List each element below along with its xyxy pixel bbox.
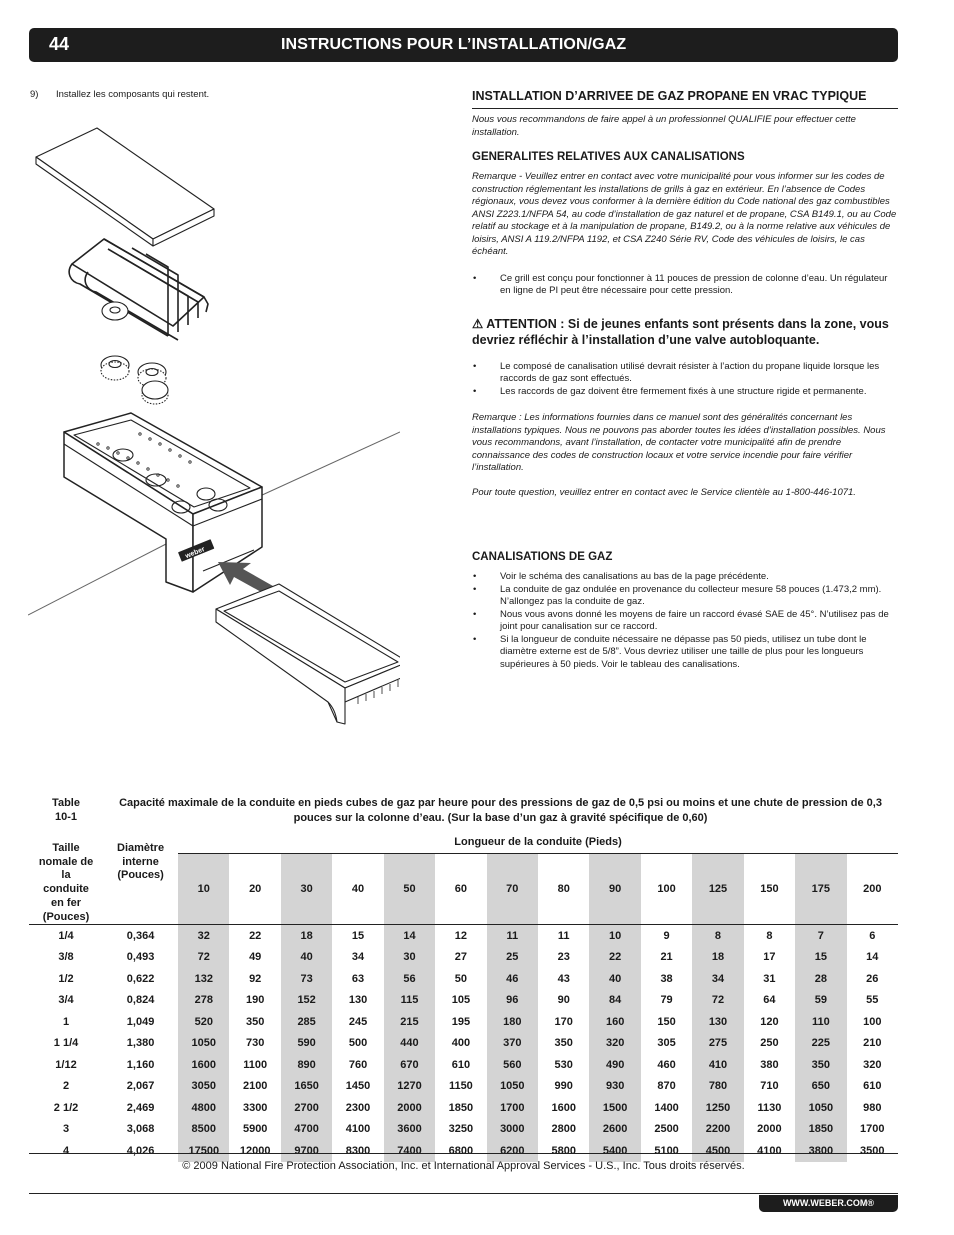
capacity-cell: 3250 (448, 1123, 474, 1136)
size-cell: 2 1/2 (53, 1101, 79, 1114)
capacity-cell: 27 (454, 951, 467, 964)
capacity-cell: 72 (178, 947, 229, 969)
capacity-cell: 1130 (757, 1101, 782, 1114)
diameter-cell: 2,469 (126, 1101, 155, 1114)
table-bottom-rule (29, 1153, 898, 1154)
capacity-cell: 12000 (239, 1144, 271, 1157)
table-row (29, 1076, 898, 1098)
capacity-cell: 190 (246, 994, 265, 1007)
pipe-capacity-table (29, 793, 898, 1162)
capacity-cell: 930 (589, 1076, 640, 1098)
capacity-cell: 17 (763, 951, 776, 964)
size-cell: 1/12 (55, 1058, 77, 1071)
table-label: Table 10-1 (52, 797, 80, 823)
length-header-cell: 70 (487, 854, 538, 925)
size-cell: 2 (62, 1080, 70, 1093)
capacity-cell: 46 (487, 968, 538, 990)
list-item: • Si la longueur de conduite nécessaire ne dépasse pas 50 pieds, utilisez un tube dont le diamètre externe est de 5/8”. Vous devriez utiliser une taille de plus pour les longueurs supérieures à 50 pieds. Voir le tableau des canalisations. (472, 634, 898, 672)
capacity-cell: 4700 (281, 1119, 332, 1141)
capacity-cell: 1850 (795, 1119, 846, 1141)
size-cell: 4 (62, 1144, 70, 1157)
capacity-cell: 350 (795, 1054, 846, 1076)
table-row (29, 1011, 898, 1033)
capacity-cell: 5900 (242, 1123, 268, 1136)
capacity-cell: 1250 (692, 1097, 743, 1119)
capacity-cell: 18 (692, 947, 743, 969)
length-header-cell: 50 (384, 854, 435, 925)
capacity-cell: 4800 (178, 1097, 229, 1119)
capacity-cell: 180 (487, 1011, 538, 1033)
capacity-cell: 370 (487, 1033, 538, 1055)
section-title: INSTALLATION D’ARRIVEE DE GAZ PROPANE EN VRAC TYPIQUE (472, 88, 898, 109)
capacity-cell: 3500 (860, 1144, 885, 1157)
size-cell: 3/4 (58, 994, 74, 1007)
capacity-cell: 130 (692, 1011, 743, 1033)
capacity-cell: 4100 (345, 1123, 371, 1136)
capacity-cell: 96 (487, 990, 538, 1012)
table-body (29, 925, 898, 1162)
capacity-cell: 520 (178, 1011, 229, 1033)
capacity-cell: 1600 (551, 1101, 576, 1114)
table-row (29, 1140, 898, 1162)
capacity-cell: 25 (487, 947, 538, 969)
capacity-cell: 610 (451, 1058, 471, 1071)
footer-rule (29, 1193, 898, 1194)
note-2: Remarque : Les informations fournies dans ce manuel sont des généralités concernant les installations typiques. Nous ne pouvons pas aborder toutes les idées d’installation possibles. Nous vous recommandons, avant l’installation, de contacter votre municipalité afin de prendre connaissance des codes de construction locaux et votre service incendie pour faire vérifier l’installation. (472, 412, 886, 473)
capacity-cell: 3000 (487, 1119, 538, 1141)
capacity-cell: 100 (863, 1015, 882, 1028)
table-row (29, 1119, 898, 1141)
capacity-cell: 2000 (384, 1097, 435, 1119)
capacity-cell: 210 (863, 1037, 882, 1050)
capacity-cell: 440 (384, 1033, 435, 1055)
capacity-cell: 460 (657, 1058, 676, 1071)
capacity-cell: 8500 (178, 1119, 229, 1141)
warning-icon: ⚠ (472, 316, 484, 331)
bullet-list-2 (472, 361, 898, 399)
capacity-cell: 2000 (757, 1123, 782, 1136)
capacity-cell: 31 (763, 972, 776, 985)
cooking-grate (69, 239, 208, 340)
list-item: • La conduite de gaz ondulée en provenance du collecteur mesure 58 pouces (1.473,2 mm). N’allongez pas la conduite de gaz. (472, 584, 898, 609)
capacity-cell: 3300 (242, 1101, 268, 1114)
capacity-cell: 150 (657, 1015, 676, 1028)
capacity-cell: 320 (863, 1058, 882, 1071)
capacity-cell: 120 (760, 1015, 779, 1028)
capacity-cell: 5100 (654, 1144, 679, 1157)
capacity-cell: 2300 (345, 1101, 371, 1114)
capacity-cell: 2700 (281, 1097, 332, 1119)
capacity-cell: 278 (178, 990, 229, 1012)
table-row (29, 1033, 898, 1055)
capacity-cell: 63 (351, 972, 365, 985)
size-cell: 3/8 (58, 951, 74, 964)
capacity-cell: 1400 (654, 1101, 679, 1114)
capacity-cell: 115 (384, 990, 435, 1012)
table-row (29, 1097, 898, 1119)
capacity-cell: 7 (795, 925, 846, 947)
page-number: 44 (49, 34, 70, 54)
step-instruction (30, 89, 209, 100)
capacity-cell: 11 (487, 925, 538, 947)
capacity-cell: 1850 (448, 1101, 474, 1114)
capacity-cell: 84 (589, 990, 640, 1012)
page-header (29, 28, 898, 62)
capacity-cell: 11 (557, 929, 570, 942)
capacity-cell: 30 (384, 947, 435, 969)
list-item: • Nous vous avons donné les moyens de faire un raccord évasé SAE de 45°. N’utilisez pas de joint pour canalisation sur ce raccord. (472, 609, 898, 634)
capacity-cell: 90 (557, 994, 570, 1007)
step-number: 9) (30, 89, 39, 100)
capacity-cell: 50 (454, 972, 467, 985)
diameter-cell: 0,824 (126, 994, 155, 1007)
capacity-cell: 92 (249, 972, 262, 985)
capacity-cell: 4500 (692, 1140, 743, 1162)
capacity-cell: 5400 (589, 1140, 640, 1162)
drip-tray (216, 584, 400, 724)
capacity-cell: 130 (348, 994, 368, 1007)
capacity-cell: 1050 (487, 1076, 538, 1098)
capacity-cell: 400 (451, 1037, 471, 1050)
installation-text-column (472, 88, 898, 671)
note-3: Pour toute question, veuillez entrer en contact avec le Service clientèle au 1-800-446-1071. (472, 486, 856, 498)
capacity-cell: 1270 (384, 1076, 435, 1098)
capacity-cell: 2100 (242, 1080, 268, 1093)
capacity-cell: 610 (863, 1080, 882, 1093)
table-caption: Capacité maximale de la conduite en pieds cubes de gaz par heure pour des pressions de gaz de 0,5 psi ou moins et une chute de pression de 0,3 pouces sur la colonne d’eau. (Sur la base d’un gaz à gravité spécifique de 0,60) (119, 797, 882, 824)
capacity-cell: 500 (348, 1037, 368, 1050)
capacity-cell: 780 (692, 1076, 743, 1098)
capacity-cell: 6 (869, 929, 876, 942)
capacity-cell: 1450 (345, 1080, 371, 1093)
capacity-cell: 1500 (589, 1097, 640, 1119)
capacity-cell: 8 (692, 925, 743, 947)
capacity-cell: 215 (384, 1011, 435, 1033)
table-row (29, 947, 898, 969)
length-header-cell: 30 (281, 854, 332, 925)
length-header-cell: 10 (178, 854, 229, 925)
table-row (29, 925, 898, 947)
capacity-cell: 670 (384, 1054, 435, 1076)
bullet-list-1 (472, 273, 898, 298)
page-title: INSTRUCTIONS POUR L’INSTALLATION/GAZ (281, 36, 627, 53)
copyright-text: © 2009 National Fire Protection Association, Inc. et International Approval Services - U.S., Inc. Tous droits réservés. (182, 1160, 745, 1172)
capacity-cell: 10 (589, 925, 640, 947)
general-note: Remarque - Veuillez entrer en contact avec votre municipalité pour vous informer sur les codes de construction réglementant les installations de grills à gaz en extérieur. En l’absence de Codes régionaux, vous devez vous conformer à la dernière édition du Code national des gaz combustibles ANSI Z223.1/NFPA 54, au code d’installation de gaz naturel et de propane, CSA B149.1, ou au Code relatif au stockage et à la manipulation de propane, B149.2, ou à la norme relative aux véhicules de loisirs, ANSI A 119.2/NFPA 1192, et CSA Z240 Série RV, Code des véhicules de loisirs, le cas échéant. (472, 171, 897, 257)
capacity-cell: 990 (554, 1080, 573, 1093)
list-item: • Le composé de canalisation utilisé devrait résister à l’action du propane liquide lorsque les raccords de gaz sont effectués. (472, 361, 898, 386)
size-cell: 1 (62, 1015, 70, 1028)
capacity-cell: 9700 (281, 1140, 332, 1162)
capacity-cell: 15 (795, 947, 846, 969)
capacity-cell: 5800 (551, 1144, 576, 1157)
capacity-cell: 34 (692, 968, 743, 990)
cover-plate (36, 128, 214, 246)
capacity-cell: 250 (760, 1037, 779, 1050)
bullet-list-3 (472, 571, 898, 671)
size-cell: 1/2 (58, 972, 74, 985)
capacity-cell: 110 (795, 1011, 846, 1033)
capacity-cell: 160 (589, 1011, 640, 1033)
capacity-cell: 490 (589, 1054, 640, 1076)
capacity-cell: 18 (281, 925, 332, 947)
diameter-cell: 3,068 (126, 1123, 155, 1136)
diameter-cell: 1,160 (126, 1058, 155, 1071)
capacity-cell: 2200 (692, 1119, 743, 1141)
capacity-cell: 132 (178, 968, 229, 990)
svg-text:weber: weber (184, 545, 206, 561)
capacity-cell: 170 (554, 1015, 573, 1028)
capacity-cell: 59 (795, 990, 846, 1012)
capacity-cell: 305 (657, 1037, 676, 1050)
capacity-cell: 1700 (860, 1123, 885, 1136)
intro-text: Nous vous recommandons de faire appel à un professionnel QUALIFIE pour effectuer cette installation. (472, 114, 856, 138)
diameter-cell: 1,380 (126, 1037, 155, 1050)
capacity-cell: 3600 (384, 1119, 435, 1141)
capacity-cell: 23 (557, 951, 570, 964)
warning-text (472, 316, 898, 349)
capacity-cell: 225 (795, 1033, 846, 1055)
capacity-cell: 1100 (243, 1058, 268, 1071)
step-text: Installez les composants qui restent. (56, 89, 210, 100)
capacity-cell: 55 (866, 994, 879, 1007)
list-item: • Les raccords de gaz doivent être fermement fixés à une structure rigide et permanente. (472, 386, 898, 399)
capacity-cell: 560 (487, 1054, 538, 1076)
capacity-cell: 2600 (589, 1119, 640, 1141)
warning-message: ATTENTION : Si de jeunes enfants sont présents dans la zone, vous devriez réfléchir à l’installation d’une valve autobloquante. (472, 316, 889, 347)
length-header-cell: 175 (795, 854, 846, 925)
capacity-cell: 152 (281, 990, 332, 1012)
capacity-cell: 760 (348, 1058, 368, 1071)
capacity-cell: 3050 (178, 1076, 229, 1098)
diameter-cell: 0,364 (126, 929, 155, 942)
length-header-cell: 90 (589, 854, 640, 925)
capacity-cell: 7400 (384, 1140, 435, 1162)
length-header-cell: 40 (332, 854, 383, 925)
capacity-cell: 4100 (757, 1144, 782, 1157)
capacity-cell: 22 (589, 947, 640, 969)
capacity-cell: 320 (589, 1033, 640, 1055)
capacity-cell: 1600 (178, 1054, 229, 1076)
capacity-cell: 275 (692, 1033, 743, 1055)
column-header-diameter: Diamètre interne (Pouces) (103, 830, 178, 925)
capacity-cell: 49 (249, 951, 262, 964)
capacity-cell: 1050 (178, 1033, 229, 1055)
capacity-cell: 1150 (448, 1080, 473, 1093)
capacity-cell: 710 (760, 1080, 779, 1093)
capacity-cell: 15 (351, 929, 365, 942)
general-heading: GENERALITES RELATIVES AUX CANALISATIONS (472, 151, 745, 163)
length-header-cell: 100 (641, 854, 692, 925)
capacity-cell: 1050 (795, 1097, 846, 1119)
capacity-cell: 34 (351, 951, 365, 964)
diameter-cell: 0,622 (126, 972, 155, 985)
capacity-cell: 650 (795, 1076, 846, 1098)
capacity-cell: 730 (246, 1037, 265, 1050)
size-cell: 1 1/4 (53, 1037, 79, 1050)
capacity-cell: 40 (589, 968, 640, 990)
list-item: • Voir le schéma des canalisations au bas de la page précédente. (472, 571, 898, 584)
column-header-size: Taille nomale de la conduite en fer (Pouces) (29, 830, 103, 925)
diameter-cell: 2,067 (126, 1080, 155, 1093)
capacity-cell: 380 (760, 1058, 779, 1071)
side-burner-illustration (28, 122, 400, 742)
capacity-cell: 2500 (654, 1123, 679, 1136)
length-header-cell: 20 (229, 854, 280, 925)
capacity-cell: 22 (249, 929, 262, 942)
capacity-cell: 1700 (487, 1097, 538, 1119)
capacity-cell: 17500 (178, 1140, 229, 1162)
capacity-cell: 350 (246, 1015, 265, 1028)
capacity-cell: 9 (663, 929, 670, 942)
capacity-cell: 14 (866, 951, 879, 964)
capacity-cell: 245 (348, 1015, 368, 1028)
capacity-cell: 40 (281, 947, 332, 969)
capacity-cell: 1650 (281, 1076, 332, 1098)
capacity-cell: 32 (178, 925, 229, 947)
capacity-cell: 980 (863, 1101, 882, 1114)
diameter-cell: 1,049 (126, 1015, 155, 1028)
capacity-cell: 28 (795, 968, 846, 990)
capacity-cell: 350 (554, 1037, 573, 1050)
capacity-cell: 8300 (345, 1144, 371, 1157)
length-header-cell: 200 (847, 854, 898, 925)
capacity-cell: 530 (554, 1058, 573, 1071)
capacity-cell: 410 (692, 1054, 743, 1076)
diameter-cell: 0,493 (126, 951, 155, 964)
length-header-cell: 125 (692, 854, 743, 925)
capacity-cell: 590 (281, 1033, 332, 1055)
capacity-cell: 8 (766, 929, 773, 942)
capacity-cell: 14 (384, 925, 435, 947)
length-header-cell: 80 (538, 854, 589, 925)
capacity-cell: 56 (384, 968, 435, 990)
length-header-cell: 60 (435, 854, 486, 925)
capacity-cell: 64 (763, 994, 776, 1007)
capacity-cell: 890 (281, 1054, 332, 1076)
capacity-cell: 6200 (487, 1140, 538, 1162)
capacity-cell: 3800 (795, 1140, 846, 1162)
capacity-cell: 79 (660, 994, 673, 1007)
list-item: • Ce grill est conçu pour fonctionner à 11 pouces de pression de colonne d’eau. Un régulateur en ligne de PI peut être nécessaire pour cette pression. (472, 273, 898, 298)
capacity-cell: 6800 (448, 1144, 474, 1157)
capacity-cell: 73 (281, 968, 332, 990)
capacity-cell: 26 (866, 972, 879, 985)
canal-heading: CANALISATIONS DE GAZ (472, 551, 613, 563)
diameter-cell: 4,026 (126, 1144, 155, 1157)
length-header-cell: 150 (744, 854, 795, 925)
capacity-cell: 2800 (551, 1123, 576, 1136)
capacity-cell: 870 (657, 1080, 676, 1093)
capacity-cell: 43 (557, 972, 570, 985)
capacity-cell: 21 (660, 951, 673, 964)
size-cell: 1/4 (58, 929, 74, 942)
capacity-cell: 12 (454, 929, 467, 942)
table-row (29, 990, 898, 1012)
capacity-cell: 195 (451, 1015, 471, 1028)
capacity-cell: 285 (281, 1011, 332, 1033)
size-cell: 3 (62, 1123, 70, 1136)
table-row (29, 968, 898, 990)
capacity-cell: 38 (660, 972, 673, 985)
capacity-cell: 105 (451, 994, 471, 1007)
footer-url: WWW.WEBER.COM® (759, 1195, 898, 1212)
capacity-cell: 72 (692, 990, 743, 1012)
column-header-length: Longueur de la conduite (Pieds) (178, 830, 898, 854)
table-row (29, 1054, 898, 1076)
